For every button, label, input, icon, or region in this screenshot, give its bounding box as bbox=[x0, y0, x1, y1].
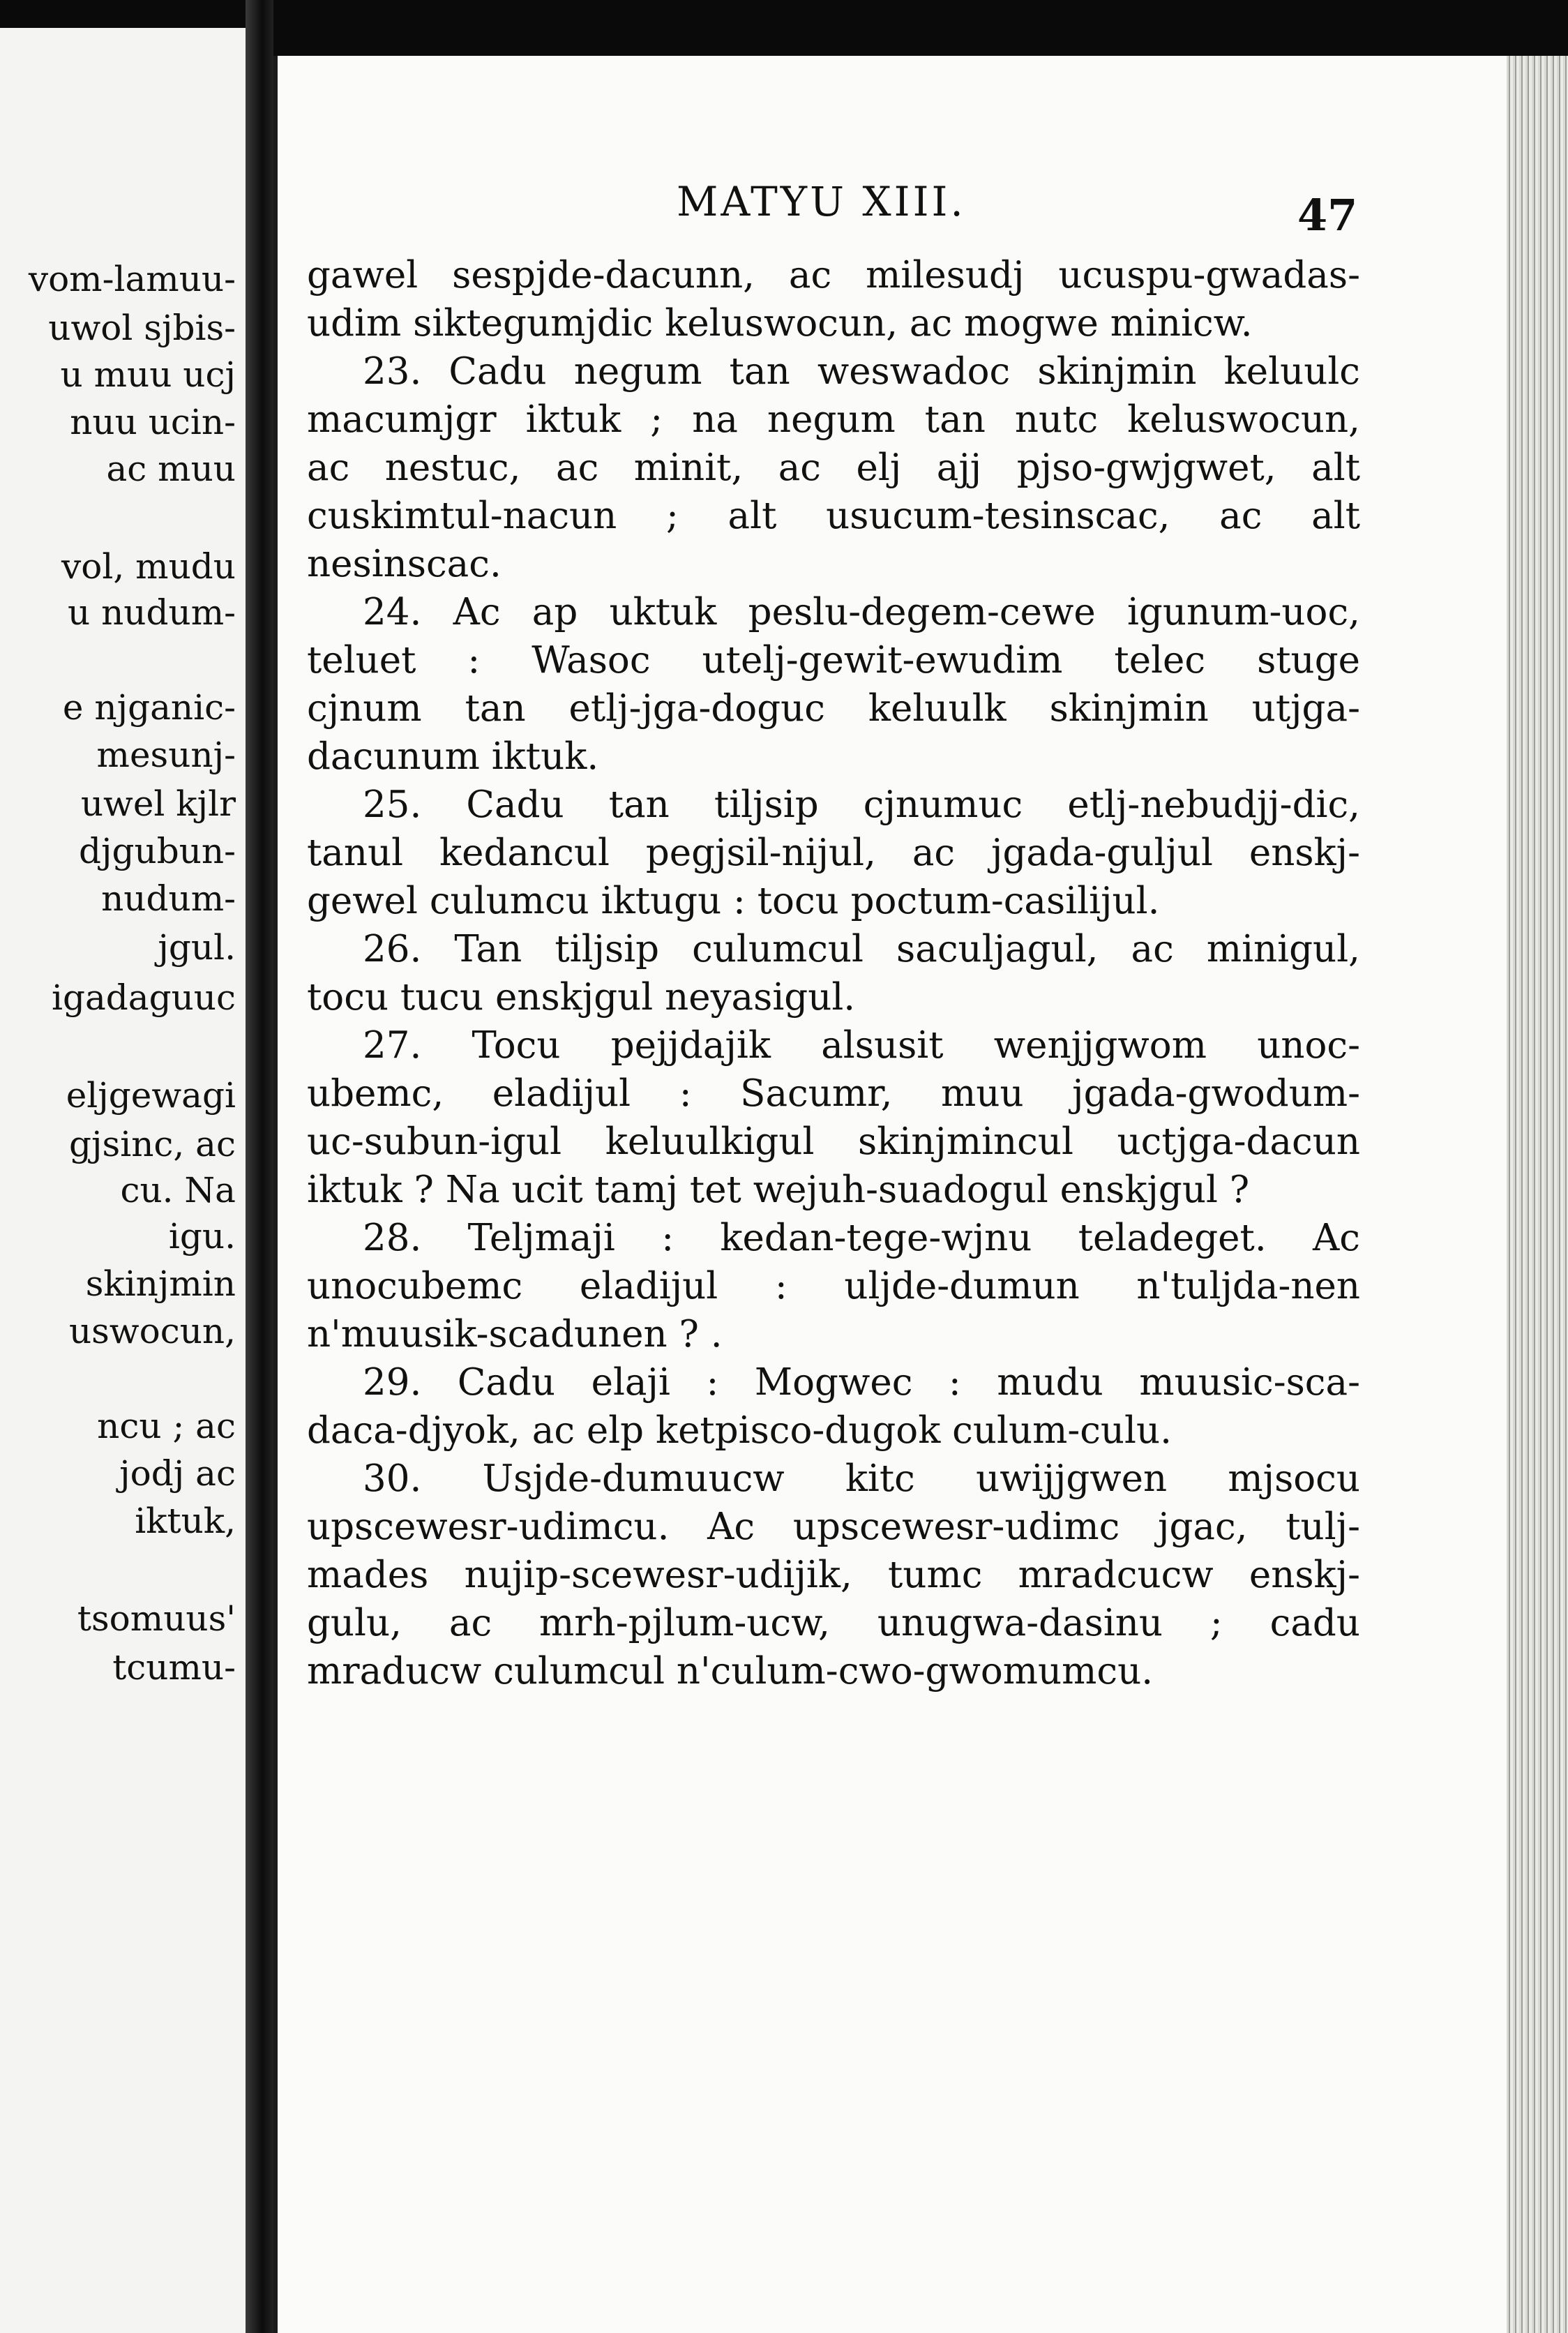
left-page-line: skinjmin bbox=[85, 1263, 236, 1304]
left-page-line: uwol sjbis- bbox=[48, 308, 236, 348]
left-page-line: jgul. bbox=[158, 927, 236, 968]
left-page-line: tcumu- bbox=[112, 1647, 236, 1688]
text-line: 23. Cadu negum tan weswadoc skinjmin keluulc bbox=[363, 350, 1360, 393]
left-page-line: mesunj- bbox=[96, 735, 236, 775]
left-page-line: cu. Na bbox=[120, 1170, 236, 1210]
text-line: 29. Cadu elaji : Mogwec : mudu muusic-sca- bbox=[363, 1361, 1360, 1404]
left-page-line: ac muu bbox=[106, 449, 236, 489]
text-line: upscewesr-udimcu. Ac upscewesr-udimc jgac, tulj- bbox=[307, 1506, 1360, 1548]
text-line: gawel sespjde-dacunn, ac milesudj ucuspu-gwadas- bbox=[307, 254, 1360, 297]
text-line: gulu, ac mrh-pjlum-ucw, unugwa-dasinu ; cadu bbox=[307, 1602, 1360, 1644]
left-page-line: ncu ; ac bbox=[97, 1406, 236, 1446]
text-line: tocu tucu enskjgul neyasigul. bbox=[307, 976, 856, 1019]
text-line: tanul kedancul pegjsil-nijul, ac jgada-guljul enskj- bbox=[307, 832, 1360, 874]
text-line: ubemc, eladijul : Sacumr, muu jgada-gwodum- bbox=[307, 1072, 1360, 1115]
text-line: cjnum tan etlj-jga-doguc keluulk skinjmin utjga- bbox=[307, 687, 1360, 730]
running-head: MATYU XIII. bbox=[677, 178, 966, 225]
text-line: 30. Usjde-dumuucw kitc uwijjgwen mjsocu bbox=[363, 1457, 1360, 1500]
left-page-line: djgubun- bbox=[78, 831, 236, 871]
left-page-line: igadaguuc bbox=[51, 977, 236, 1018]
text-line: udim siktegumjdic keluswocun, ac mogwe minicw. bbox=[307, 302, 1253, 345]
left-page-line: gjsinc, ac bbox=[69, 1124, 236, 1164]
left-page-fragment bbox=[0, 28, 251, 2333]
left-page-line: iktuk, bbox=[135, 1501, 236, 1541]
text-line: cuskimtul-nacun ; alt usucum-tesinscac, ac alt bbox=[307, 495, 1360, 537]
text-line: iktuk ? Na ucit tamj tet wejuh-suadogul enskjgul ? bbox=[307, 1169, 1250, 1211]
text-line: 27. Tocu pejjdajik alsusit wenjjgwom unoc- bbox=[363, 1024, 1360, 1067]
text-line: n'muusik-scadunen ? . bbox=[307, 1313, 723, 1356]
left-page-line: vom-lamuu- bbox=[28, 259, 236, 299]
text-line: uc-subun-igul keluulkigul skinjmincul uctjga-dacun bbox=[307, 1120, 1360, 1163]
left-page-line: tsomuus' bbox=[77, 1598, 236, 1639]
page-number: 47 bbox=[1297, 190, 1358, 241]
left-page-line: nudum- bbox=[101, 878, 236, 919]
text-line: unocubemc eladijul : uljde-dumun n'tuljda-nen bbox=[307, 1265, 1360, 1307]
text-line: nesinscac. bbox=[307, 543, 502, 585]
page-edges bbox=[1507, 56, 1568, 2333]
text-line: 28. Teljmaji : kedan-tege-wjnu teladeget. Ac bbox=[363, 1217, 1360, 1259]
left-page-line: eljgewagi bbox=[66, 1075, 236, 1116]
text-line: 26. Tan tiljsip culumcul saculjagul, ac minigul, bbox=[363, 928, 1360, 970]
text-line: macumjgr iktuk ; na negum tan nutc keluswocun, bbox=[307, 398, 1360, 441]
left-page-line: u muu ucj bbox=[60, 354, 236, 395]
text-line: 24. Ac ap uktuk peslu-degem-cewe igunum-uoc, bbox=[363, 591, 1360, 633]
text-line: teluet : Wasoc utelj-gewit-ewudim telec stuge bbox=[307, 639, 1360, 682]
left-page-line: igu. bbox=[168, 1216, 236, 1256]
left-page-line: uwel kjlr bbox=[80, 783, 236, 824]
left-page-line: jodj ac bbox=[119, 1453, 236, 1494]
book-gutter bbox=[246, 0, 273, 2333]
text-line: ac nestuc, ac minit, ac elj ajj pjso-gwjgwet, alt bbox=[307, 447, 1360, 489]
left-page-line: uswocun, bbox=[68, 1311, 236, 1351]
left-page-line: nuu ucin- bbox=[70, 402, 236, 442]
left-page-line: e njganic- bbox=[62, 687, 236, 728]
text-line: gewel culumcu iktugu : tocu poctum-casilijul. bbox=[307, 880, 1160, 922]
text-line: mraducw culumcul n'culum-cwo-gwomumcu. bbox=[307, 1650, 1154, 1693]
text-line: daca-djyok, ac elp ketpisco-dugok culum-culu. bbox=[307, 1409, 1172, 1452]
left-page-line: vol, mudu bbox=[61, 546, 236, 587]
body-text bbox=[307, 251, 1360, 1695]
text-line: mades nujip-scewesr-udijik, tumc mradcucw enskj- bbox=[307, 1554, 1360, 1596]
text-line: 25. Cadu tan tiljsip cjnumuc etlj-nebudjj-dic, bbox=[363, 783, 1360, 826]
text-line: dacunum iktuk. bbox=[307, 735, 599, 778]
left-page-line: u nudum- bbox=[67, 592, 236, 633]
